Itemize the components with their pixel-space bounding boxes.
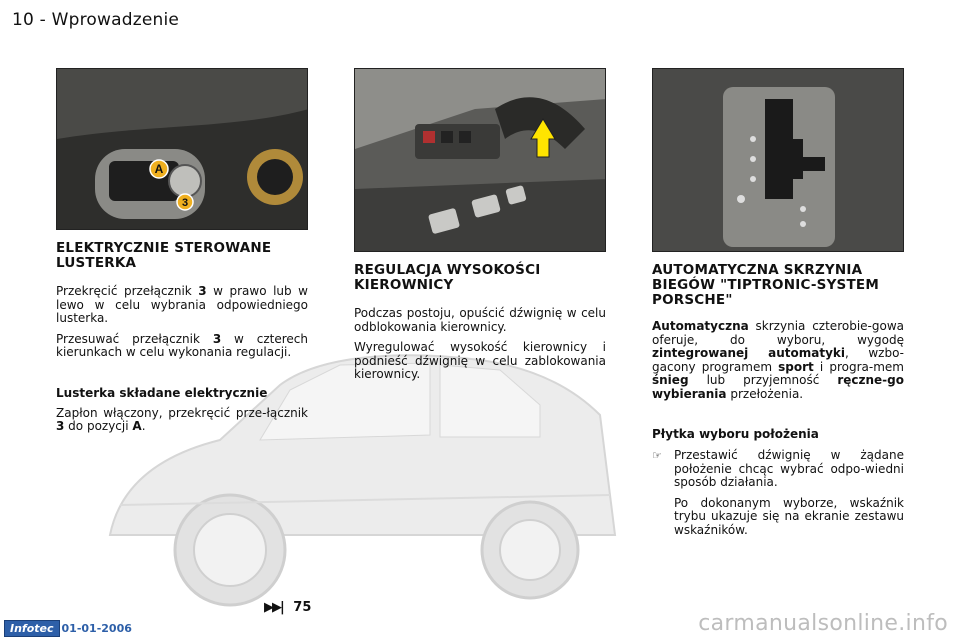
paragraph-gearbox-intro bbox=[652, 320, 904, 401]
bold-term: sport bbox=[778, 359, 814, 374]
text: i progra-mem bbox=[813, 359, 904, 374]
header-separator: - bbox=[39, 10, 52, 30]
mirror-switch-photo bbox=[56, 68, 308, 230]
text: Po dokonanym wyborze, wskaźnik trybu ukazuje się na ekranie zestawu wskaźników. bbox=[674, 495, 904, 537]
text: , wzbo-gacony programem bbox=[652, 346, 904, 374]
next-page-link[interactable] bbox=[264, 600, 311, 615]
paragraph-adjust-mirror bbox=[56, 333, 308, 360]
text: Przestawić dźwignię w żądane położenie chcąc wybrać odpo-wiedni sposób działania. bbox=[674, 448, 904, 489]
steering-lever-photo bbox=[354, 68, 606, 252]
switch-number: 3 bbox=[56, 419, 65, 433]
publication-date: 01-01-2006 bbox=[61, 622, 132, 635]
paragraph-select-mirror bbox=[56, 285, 308, 326]
position-letter: A bbox=[132, 419, 142, 433]
bullet-mode-indicator bbox=[652, 497, 904, 538]
bold-term: ręczne-go wybierania bbox=[652, 373, 904, 401]
gear-selector-photo bbox=[652, 68, 904, 252]
text: . bbox=[141, 419, 146, 433]
page-title: Wprowadzenie bbox=[51, 10, 180, 30]
bold-term: Automatyczna bbox=[652, 319, 749, 333]
heading-mirrors: ELEKTRYCZNIE STEROWANE LUSTERKA bbox=[56, 240, 272, 271]
page-header bbox=[12, 10, 179, 30]
paragraph-unlock-steering: Podczas postoju, opuścić dźwignię w celu odblokowania kierownicy. bbox=[354, 306, 606, 334]
text: w prawo lub w lewo w celu wybrania odpowiedniego lusterka. bbox=[56, 284, 308, 325]
paragraph-fold-mirror bbox=[56, 407, 308, 434]
subheading-folding-mirrors: Lusterka składane elektrycznie bbox=[56, 385, 268, 400]
bold-term: zintegrowanej automatyki bbox=[652, 346, 846, 360]
subheading-selector-plate: Płytka wyboru położenia bbox=[652, 427, 819, 441]
next-page-number: 75 bbox=[293, 600, 312, 615]
fast-forward-icon: ▶▶| bbox=[264, 600, 283, 615]
column-steering bbox=[354, 263, 606, 382]
photo-label-3: 3 bbox=[181, 197, 189, 209]
page-number: 10 bbox=[12, 10, 35, 30]
text: Zapłon włączony, przekręcić prze-łącznik bbox=[56, 405, 308, 420]
column-gearbox bbox=[652, 263, 904, 537]
infotec-badge bbox=[4, 620, 132, 637]
infotec-logo: Infotec bbox=[4, 620, 60, 637]
site-watermark: carmanualsonline.info bbox=[698, 611, 948, 636]
text: Przekręcić przełącznik bbox=[56, 284, 199, 298]
bold-term: śnieg bbox=[652, 373, 689, 387]
switch-number: 3 bbox=[198, 284, 207, 298]
heading-steering: REGULACJA WYSOKOŚCI KIEROWNICY bbox=[354, 262, 541, 293]
text: do pozycji bbox=[64, 419, 133, 433]
text: przełożenia. bbox=[726, 386, 804, 401]
text: Przesuwać przełącznik bbox=[56, 331, 213, 346]
text: skrzynia czterobie-gowa oferuje, do wyboru, wygodę bbox=[652, 319, 904, 347]
column-mirrors bbox=[56, 241, 308, 434]
text: lub przyjemność bbox=[688, 373, 838, 387]
heading-gearbox: AUTOMATYCZNA SKRZYNIA BIEGÓW "TIPTRONIC-SYSTEM PORSCHE" bbox=[652, 262, 879, 308]
switch-number: 3 bbox=[212, 331, 222, 346]
text: w czterech kierunkach w celu wykonania regulacji. bbox=[56, 331, 308, 359]
photo-label-a: A bbox=[154, 162, 164, 176]
bullet-select-position bbox=[652, 449, 904, 490]
pointing-hand-icon: ☞ bbox=[652, 449, 662, 462]
paragraph-lock-steering: Wyregulować wysokość kierownicy i podnieść dźwignię w celu zablokowania kierownicy. bbox=[354, 340, 606, 381]
